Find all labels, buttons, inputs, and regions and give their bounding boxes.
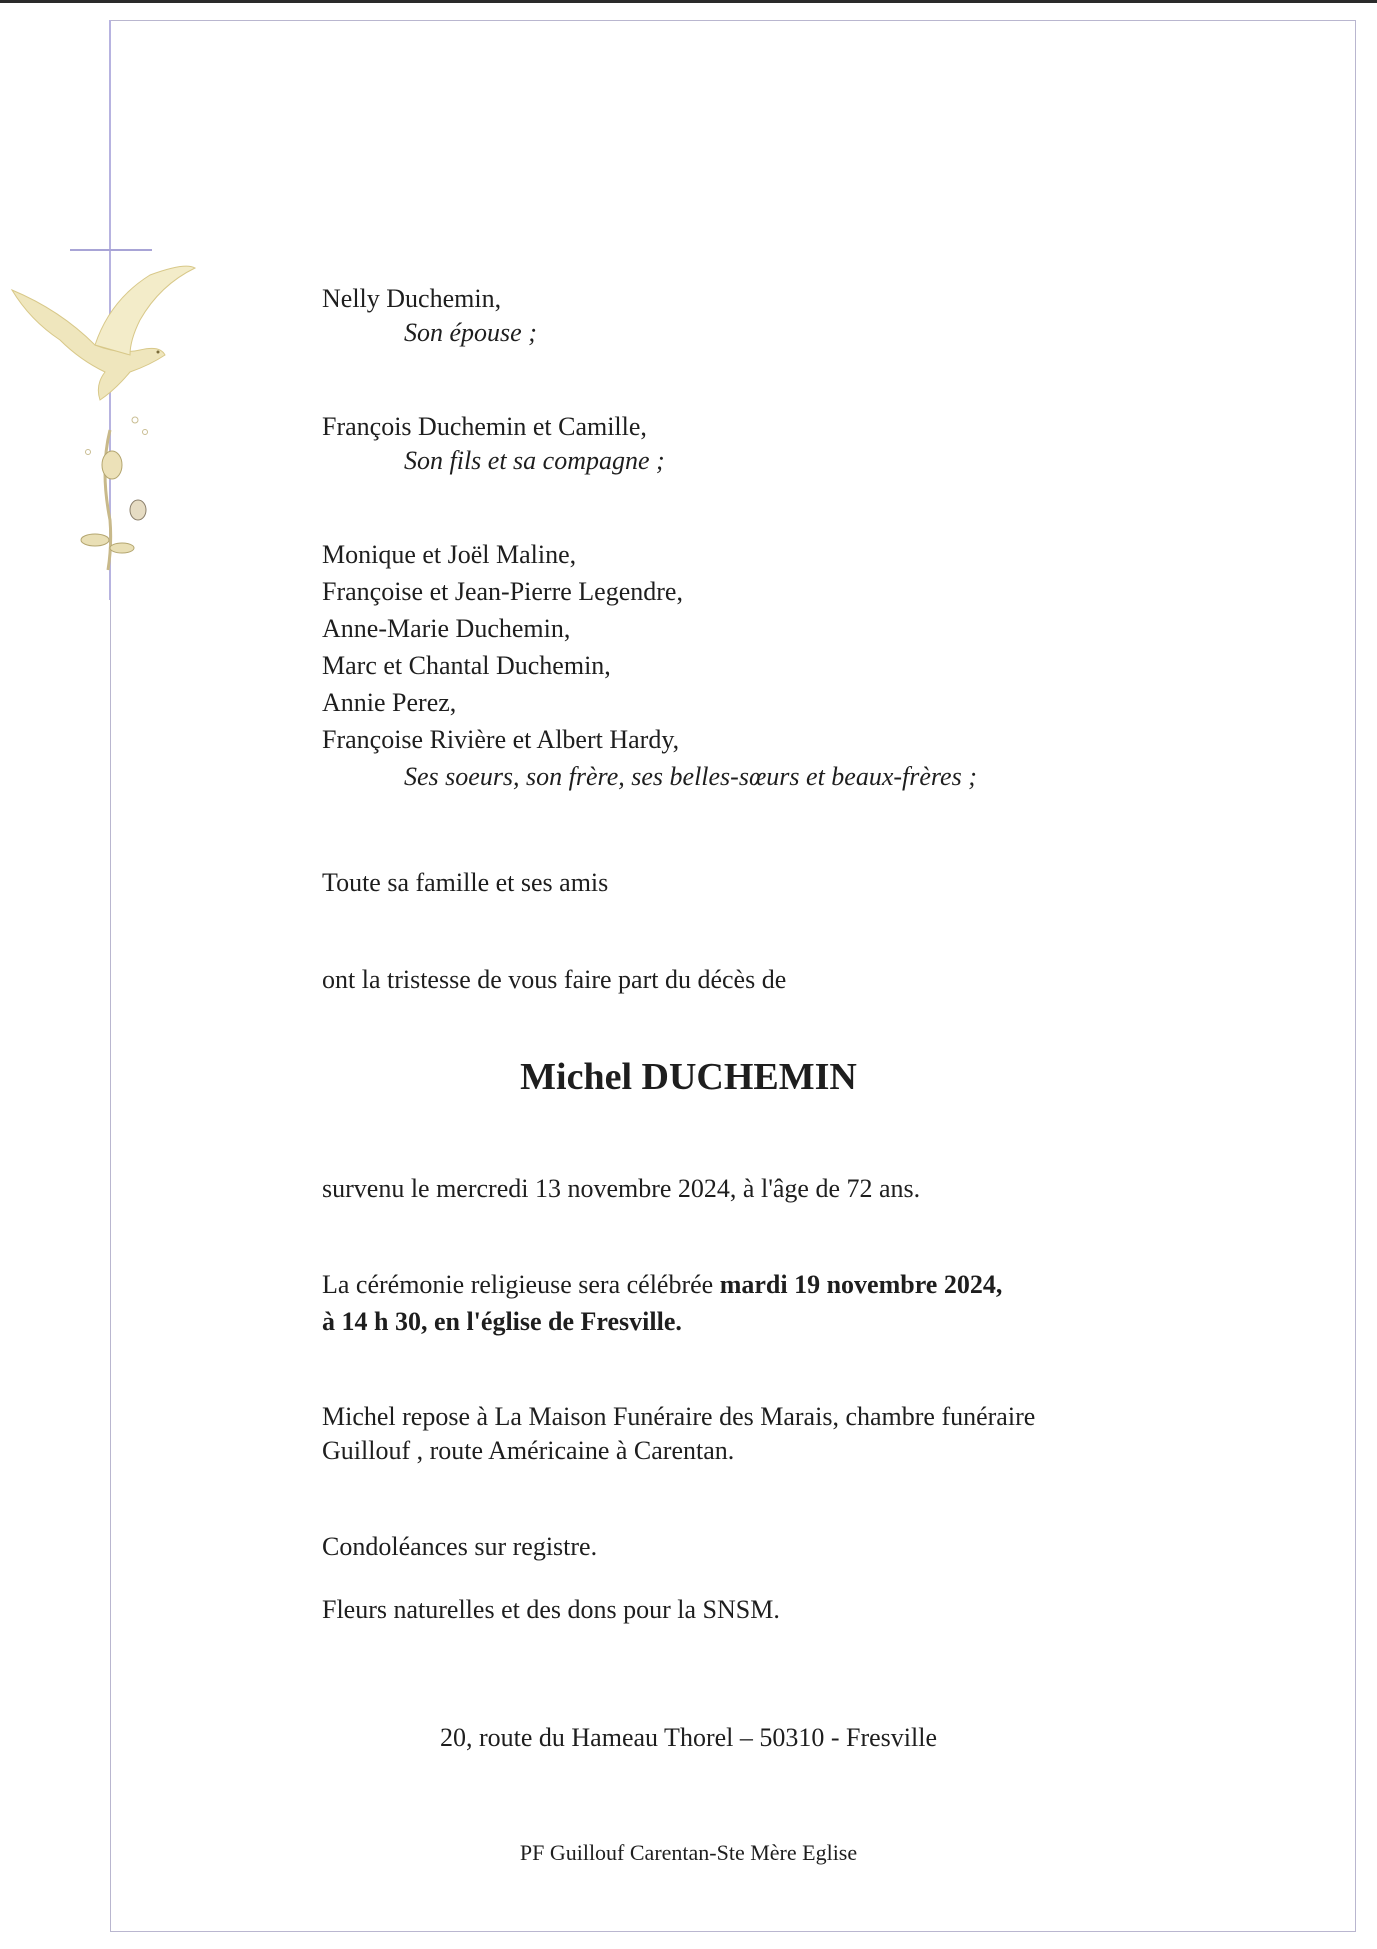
top-border-line: [0, 0, 1377, 3]
cross-dove-icon: [0, 0, 200, 620]
ceremony-date: mardi 19 novembre 2024,: [719, 1270, 1003, 1299]
address: 20, route du Hameau Thorel – 50310 - Fresville: [439, 1723, 938, 1752]
sibling-line: Monique et Joël Maline,: [322, 540, 577, 569]
announcement: ont la tristesse de vous faire part du décès de: [322, 965, 787, 994]
rest-line-1: Michel repose à La Maison Funéraire des Marais, chambre funéraire: [322, 1402, 1036, 1431]
death-info: survenu le mercredi 13 novembre 2024, à l'âge de 72 ans.: [322, 1174, 921, 1203]
deceased-name: Michel DUCHEMIN: [520, 1056, 857, 1098]
son-relation: Son fils et sa compagne ;: [404, 446, 665, 475]
sibling-line: Marc et Chantal Duchemin,: [322, 651, 611, 680]
ceremony-time-place: à 14 h 30, en l'église de Fresville.: [322, 1307, 682, 1336]
sibling-line: Françoise et Jean-Pierre Legendre,: [322, 577, 683, 606]
condolences: Condoléances sur registre.: [322, 1532, 598, 1561]
sibling-line: Françoise Rivière et Albert Hardy,: [322, 725, 680, 754]
ceremony-intro: La cérémonie religieuse sera célébrée: [322, 1270, 720, 1299]
siblings-relation: Ses soeurs, son frère, ses belles-sœurs et beaux-frères ;: [404, 762, 977, 791]
spouse-name: Nelly Duchemin,: [322, 284, 502, 313]
rest-line-2: Guillouf , route Américaine à Carentan.: [322, 1436, 735, 1465]
spouse-relation: Son épouse ;: [404, 318, 537, 347]
flowers: Fleurs naturelles et des dons pour la SNSM.: [322, 1595, 780, 1624]
funeral-home: PF Guillouf Carentan-Ste Mère Eglise: [519, 1840, 858, 1865]
ceremony-line-1: [322, 1270, 1002, 1300]
sibling-line: Annie Perez,: [322, 688, 457, 717]
son-names: François Duchemin et Camille,: [322, 412, 647, 441]
sibling-line: Anne-Marie Duchemin,: [322, 614, 571, 643]
family-and-friends: Toute sa famille et ses amis: [322, 868, 609, 897]
